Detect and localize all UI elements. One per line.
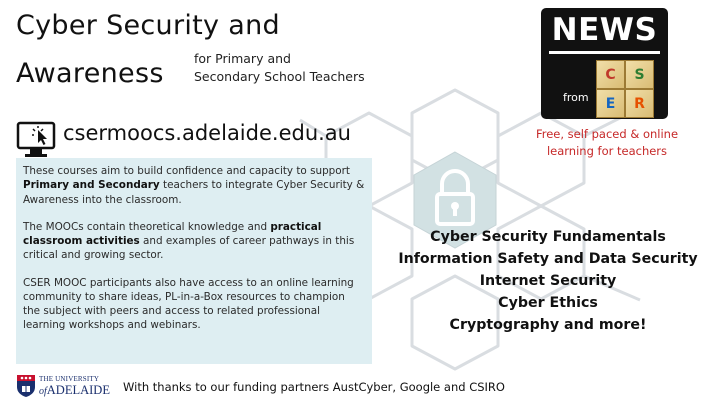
tagline (520, 126, 694, 159)
funding-thanks: With thanks to our funding partners AustCyber, Google and CSIRO (123, 380, 505, 394)
description-paragraph-2 (23, 220, 365, 263)
topic-item: Cyber Ethics (498, 295, 598, 311)
university-crest-icon (16, 374, 36, 398)
desc-p2-text-b: and examples of career pathways in this critical and growing sector. (23, 235, 355, 262)
description-paragraph-3: CSER MOOC participants also have access to an online learning community to share ideas, PL-in-a-Box resources to champion the subject with peers and access to related professional learning workshops and webinars. (23, 276, 354, 332)
news-from-label: from (563, 91, 589, 104)
desc-p1-bold: Primary and Secondary (23, 179, 160, 192)
cser-block-e: E (596, 89, 625, 118)
cser-block-c: C (596, 60, 625, 89)
university-of-adelaide-logo (16, 373, 116, 403)
news-badge (541, 8, 668, 119)
topic-item: Cryptography and more! (449, 317, 647, 333)
topic-item: Cyber Security Fundamentals (430, 229, 666, 245)
topic-item: Internet Security (479, 273, 617, 289)
tagline-line1: Free, self paced & online (535, 127, 679, 141)
university-the-label: THE UNIVERSITY (39, 375, 100, 383)
university-of-label: of (39, 386, 47, 397)
desc-p2-text-a: The MOOCs contain theoretical knowledge and (23, 220, 271, 233)
desc-p1-text-b: teachers to integrate Cyber Security & Awareness into the classroom. (23, 179, 365, 206)
university-adelaide-label: ADELAIDE (46, 383, 110, 397)
cser-block-s: S (625, 60, 654, 89)
university-name (39, 383, 110, 398)
cser-logo-blocks (596, 60, 654, 118)
page-title-line2: Awareness (16, 58, 164, 89)
news-divider (549, 51, 660, 54)
page-title-line1: Cyber Security and (16, 10, 280, 41)
course-url-link[interactable]: csermoocs.adelaide.edu.au (63, 121, 351, 145)
subtitle-line1: for Primary and (194, 51, 291, 66)
cser-block-r: R (625, 89, 654, 118)
computer-cursor-icon (16, 121, 56, 159)
topic-item: Information Safety and Data Security (398, 251, 698, 267)
news-headline: NEWS (551, 12, 658, 48)
topics-list (398, 226, 698, 336)
desc-p1-text-a: These courses aim to build confidence and capacity to support (23, 165, 350, 177)
subtitle-line2: Secondary School Teachers (194, 69, 365, 84)
description-box (16, 158, 372, 364)
description-paragraph-1 (23, 164, 365, 207)
tagline-line2: learning for teachers (546, 143, 668, 158)
desc-p2-bold: practical classroom activities (23, 220, 322, 247)
